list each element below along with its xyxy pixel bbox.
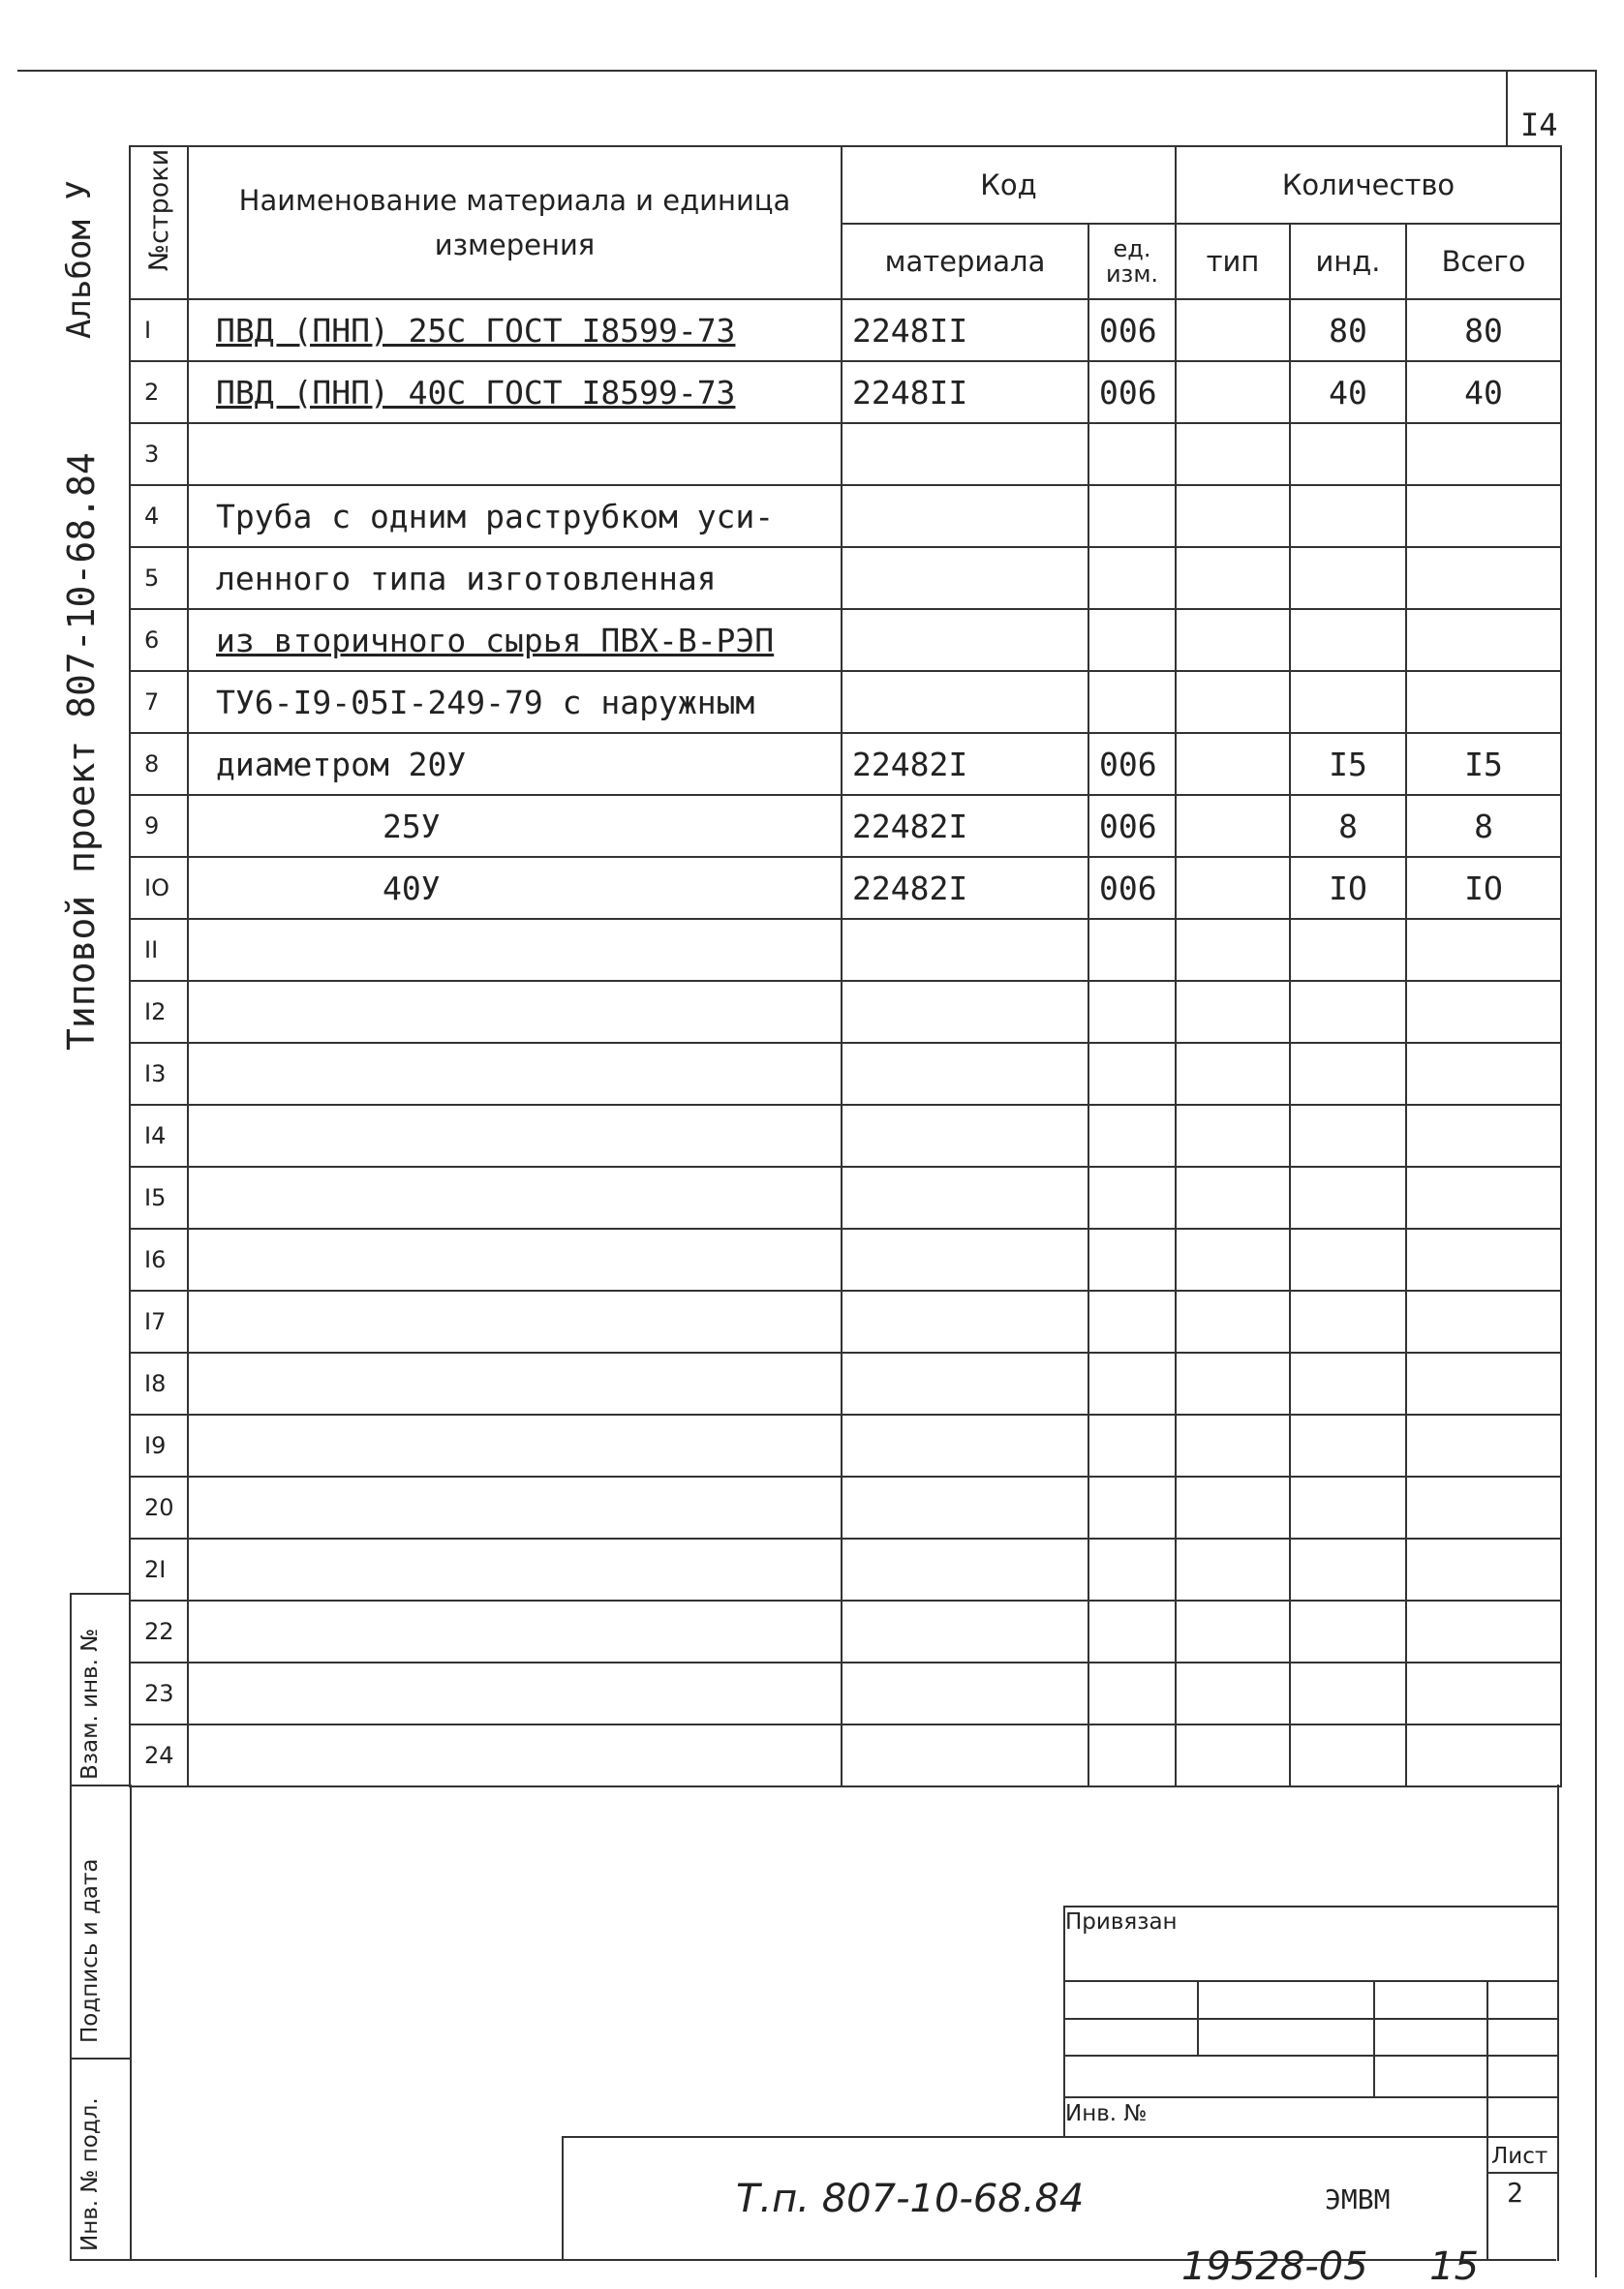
- top-border: [17, 70, 1596, 72]
- material-name: [188, 1539, 842, 1601]
- material-name: [188, 1724, 842, 1786]
- table-row: [130, 857, 1561, 919]
- side-stamp-top: [70, 1593, 130, 1595]
- qty-ind: [1290, 671, 1406, 733]
- table-row: [130, 1724, 1561, 1786]
- unit-code: [1088, 1477, 1176, 1539]
- table-row: [130, 671, 1561, 733]
- row-number: 7: [130, 671, 188, 733]
- qty-ind: [1290, 1477, 1406, 1539]
- material-name: 25У: [188, 795, 842, 857]
- row-number: I6: [130, 1229, 188, 1291]
- material-code: 22482I: [842, 857, 1088, 919]
- qty-total: 80: [1406, 299, 1561, 361]
- table-row: [130, 1291, 1561, 1353]
- qty-total: [1406, 1291, 1561, 1353]
- privyazan-col2: [1373, 1980, 1375, 2096]
- material-name: [188, 1601, 842, 1663]
- qty-type: [1176, 1477, 1290, 1539]
- qty-type: [1176, 1043, 1290, 1105]
- unit-code: [1088, 1601, 1176, 1663]
- qty-type: [1176, 733, 1290, 795]
- frame-left: [130, 1785, 132, 2261]
- qty-ind: [1290, 1539, 1406, 1601]
- qty-total: [1406, 1477, 1561, 1539]
- material-name: 40У: [188, 857, 842, 919]
- list-divider: [1486, 2172, 1557, 2174]
- row-number: I8: [130, 1353, 188, 1415]
- material-code: [842, 609, 1088, 671]
- qty-total: [1406, 1353, 1561, 1415]
- material-code: [842, 423, 1088, 485]
- row-number: 20: [130, 1477, 188, 1539]
- material-code: [842, 981, 1088, 1043]
- unit-code: [1088, 981, 1176, 1043]
- unit-code: [1088, 1415, 1176, 1477]
- quantity-header: Количество: [1176, 146, 1561, 224]
- code-unit-header: ед. изм.: [1088, 224, 1176, 299]
- qty-ind: [1290, 1043, 1406, 1105]
- row-number: I9: [130, 1415, 188, 1477]
- qty-ind: [1290, 1724, 1406, 1786]
- unit-code: 006: [1088, 361, 1176, 423]
- unit-code: [1088, 609, 1176, 671]
- table-row: [130, 1601, 1561, 1663]
- table-row: [130, 299, 1561, 361]
- row-number: I4: [130, 1105, 188, 1167]
- material-name: [188, 1353, 842, 1415]
- qty-type: [1176, 609, 1290, 671]
- row-number: 8: [130, 733, 188, 795]
- stamp-code: ЭМВМ: [1325, 2183, 1391, 2215]
- material-code: 2248II: [842, 299, 1088, 361]
- qty-type: [1176, 299, 1290, 361]
- sheet-corner-number: I4: [1520, 107, 1558, 143]
- qty-total: [1406, 981, 1561, 1043]
- qty-total: [1406, 1229, 1561, 1291]
- qty-ind: [1290, 423, 1406, 485]
- qty-total: [1406, 1105, 1561, 1167]
- material-code: [842, 919, 1088, 981]
- unit-code: [1088, 1229, 1176, 1291]
- qty-total: [1406, 1539, 1561, 1601]
- row-number: II: [130, 919, 188, 981]
- qty-ind-header: инд.: [1290, 224, 1406, 299]
- side-stamp-div1: [70, 1785, 130, 1786]
- qty-ind: [1290, 485, 1406, 547]
- qty-total: I5: [1406, 733, 1561, 795]
- unit-code: [1088, 1353, 1176, 1415]
- table-row: [130, 609, 1561, 671]
- material-code: [842, 1229, 1088, 1291]
- qty-type: [1176, 1105, 1290, 1167]
- table-row: [130, 919, 1561, 981]
- unit-code: [1088, 485, 1176, 547]
- qty-ind: [1290, 1105, 1406, 1167]
- spec-table: [129, 145, 1562, 1787]
- table-row: [130, 423, 1561, 485]
- material-code: [842, 1105, 1088, 1167]
- material-code: [842, 1601, 1088, 1663]
- material-code: [842, 1291, 1088, 1353]
- material-name: [188, 1663, 842, 1724]
- unit-code: [1088, 919, 1176, 981]
- table-row: [130, 1353, 1561, 1415]
- table-row: [130, 981, 1561, 1043]
- frame-right: [1557, 1785, 1559, 2261]
- privyazan-row4: [1063, 2096, 1557, 2098]
- qty-total: 8: [1406, 795, 1561, 857]
- qty-total: [1406, 1043, 1561, 1105]
- qty-total: [1406, 1601, 1561, 1663]
- qty-ind: 8: [1290, 795, 1406, 857]
- qty-type: [1176, 919, 1290, 981]
- row-number: 24: [130, 1724, 188, 1786]
- qty-ind: [1290, 1663, 1406, 1724]
- material-name: Труба с одним раструбком уси-: [188, 485, 842, 547]
- qty-total: IO: [1406, 857, 1561, 919]
- qty-ind: [1290, 1167, 1406, 1229]
- qty-type: [1176, 1415, 1290, 1477]
- table-row: [130, 1105, 1561, 1167]
- material-name: [188, 981, 842, 1043]
- corner-box-left: [1506, 70, 1508, 147]
- side-stamp-div2: [70, 2058, 130, 2060]
- material-code: 2248II: [842, 361, 1088, 423]
- material-code: [842, 485, 1088, 547]
- material-name: [188, 1105, 842, 1167]
- designation: Т.п. 807-10-68.84: [736, 2177, 1085, 2221]
- material-code: 22482I: [842, 733, 1088, 795]
- material-name: из вторичного сырья ПВХ-В-РЭП: [188, 609, 842, 671]
- qty-total: [1406, 485, 1561, 547]
- privyazan-top: [1063, 1906, 1557, 1908]
- unit-code: [1088, 1663, 1176, 1724]
- qty-total: [1406, 1167, 1561, 1229]
- podpis-data-label: Подпись и дата: [77, 1858, 103, 2043]
- row-number: I5: [130, 1167, 188, 1229]
- material-name: ТУ6-I9-05I-249-79 с наружным: [188, 671, 842, 733]
- privyazan-row3: [1063, 2055, 1557, 2057]
- material-name: [188, 919, 842, 981]
- table-row: [130, 361, 1561, 423]
- material-code: 22482I: [842, 795, 1088, 857]
- row-number: 3: [130, 423, 188, 485]
- qty-total: [1406, 609, 1561, 671]
- material-name: диаметром 20У: [188, 733, 842, 795]
- footer-numbers: 19528-05 15: [1181, 2244, 1480, 2289]
- unit-code: 006: [1088, 733, 1176, 795]
- qty-total: [1406, 671, 1561, 733]
- table-row: [130, 485, 1561, 547]
- side-stamp-left: [70, 1593, 72, 2261]
- table-row: [130, 1043, 1561, 1105]
- qty-type: [1176, 857, 1290, 919]
- code-header: Код: [842, 146, 1176, 224]
- material-code: [842, 1043, 1088, 1105]
- qty-type: [1176, 547, 1290, 609]
- row-number: 9: [130, 795, 188, 857]
- material-code: [842, 1663, 1088, 1724]
- vzam-inv-label: Взам. инв. №: [77, 1628, 103, 1780]
- material-code: [842, 1539, 1088, 1601]
- qty-type-header: тип: [1176, 224, 1290, 299]
- unit-code: 006: [1088, 299, 1176, 361]
- qty-total: [1406, 919, 1561, 981]
- code-material-header: материала: [842, 224, 1088, 299]
- qty-ind: IO: [1290, 857, 1406, 919]
- qty-ind: [1290, 609, 1406, 671]
- table-row: [130, 1229, 1561, 1291]
- title-block-left: [562, 2136, 564, 2260]
- list-label: Лист: [1491, 2144, 1548, 2169]
- table-row: [130, 733, 1561, 795]
- row-number: 23: [130, 1663, 188, 1724]
- page-right-border: [1595, 70, 1597, 2277]
- unit-code: [1088, 1167, 1176, 1229]
- row-number: I7: [130, 1291, 188, 1353]
- qty-ind: [1290, 1415, 1406, 1477]
- qty-type: [1176, 1539, 1290, 1601]
- qty-total-header: Всего: [1406, 224, 1561, 299]
- album-label: Альбом У: [60, 180, 99, 339]
- table-row: [130, 1167, 1561, 1229]
- unit-code: [1088, 547, 1176, 609]
- qty-type: [1176, 981, 1290, 1043]
- privyazan-row1: [1063, 1980, 1557, 1982]
- qty-type: [1176, 1353, 1290, 1415]
- qty-ind: [1290, 1353, 1406, 1415]
- qty-total: [1406, 547, 1561, 609]
- qty-ind: 80: [1290, 299, 1406, 361]
- table-row: [130, 1663, 1561, 1724]
- unit-code: [1088, 1291, 1176, 1353]
- qty-type: [1176, 423, 1290, 485]
- qty-ind: [1290, 919, 1406, 981]
- row-number: IO: [130, 857, 188, 919]
- unit-code: [1088, 423, 1176, 485]
- qty-total: [1406, 1724, 1561, 1786]
- material-code: [842, 1353, 1088, 1415]
- row-no-header: №строки: [130, 146, 188, 299]
- qty-total: [1406, 1415, 1561, 1477]
- qty-ind: [1290, 1229, 1406, 1291]
- material-name: [188, 1229, 842, 1291]
- material-code: [842, 671, 1088, 733]
- material-name: [188, 1043, 842, 1105]
- qty-total: [1406, 423, 1561, 485]
- inv-no-label: Инв. №: [1065, 2101, 1148, 2126]
- unit-code: 006: [1088, 795, 1176, 857]
- material-code: [842, 1477, 1088, 1539]
- title-block-top: [562, 2136, 1557, 2138]
- list-value: 2: [1507, 2177, 1523, 2209]
- table-row: [130, 1477, 1561, 1539]
- table-row: [130, 795, 1561, 857]
- table-row: [130, 1415, 1561, 1477]
- row-number: 22: [130, 1601, 188, 1663]
- qty-ind: 40: [1290, 361, 1406, 423]
- material-name: ПВД (ПНП) 25С ГОСТ I8599-73: [188, 299, 842, 361]
- qty-type: [1176, 1724, 1290, 1786]
- privyazan-row2: [1063, 2018, 1557, 2020]
- qty-type: [1176, 485, 1290, 547]
- qty-total: [1406, 1663, 1561, 1724]
- project-label: Типовой проект 807-10-68.84: [60, 452, 103, 1051]
- row-number: I3: [130, 1043, 188, 1105]
- material-code: [842, 1724, 1088, 1786]
- qty-ind: [1290, 1291, 1406, 1353]
- privyazan-col1: [1197, 1980, 1199, 2055]
- qty-type: [1176, 1663, 1290, 1724]
- table-row: [130, 547, 1561, 609]
- qty-ind: [1290, 981, 1406, 1043]
- name-header: Наименование материала и единица измерения: [188, 146, 842, 299]
- material-name: [188, 423, 842, 485]
- qty-type: [1176, 361, 1290, 423]
- material-name: ленного типа изготовленная: [188, 547, 842, 609]
- qty-type: [1176, 1601, 1290, 1663]
- row-number: 2I: [130, 1539, 188, 1601]
- row-number: I2: [130, 981, 188, 1043]
- unit-code: [1088, 1043, 1176, 1105]
- unit-code: [1088, 1539, 1176, 1601]
- material-name: [188, 1167, 842, 1229]
- unit-code: 006: [1088, 857, 1176, 919]
- material-name: ПВД (ПНП) 40С ГОСТ I8599-73: [188, 361, 842, 423]
- row-number: 6: [130, 609, 188, 671]
- qty-type: [1176, 671, 1290, 733]
- qty-type: [1176, 1167, 1290, 1229]
- row-number: I: [130, 299, 188, 361]
- row-number: 5: [130, 547, 188, 609]
- row-number: 4: [130, 485, 188, 547]
- material-code: [842, 547, 1088, 609]
- inv-podl-label: Инв. № подл.: [77, 2097, 103, 2251]
- privyazan-col3: [1486, 1980, 1488, 2259]
- unit-code: [1088, 1724, 1176, 1786]
- unit-code: [1088, 1105, 1176, 1167]
- qty-total: 40: [1406, 361, 1561, 423]
- material-name: [188, 1477, 842, 1539]
- table-row: [130, 1539, 1561, 1601]
- qty-ind: [1290, 547, 1406, 609]
- qty-type: [1176, 1229, 1290, 1291]
- material-name: [188, 1415, 842, 1477]
- privyazan-label: Привязан: [1065, 1909, 1178, 1935]
- row-number: 2: [130, 361, 188, 423]
- qty-ind: I5: [1290, 733, 1406, 795]
- material-code: [842, 1415, 1088, 1477]
- qty-type: [1176, 795, 1290, 857]
- material-name: [188, 1291, 842, 1353]
- unit-code: [1088, 671, 1176, 733]
- qty-type: [1176, 1291, 1290, 1353]
- material-code: [842, 1167, 1088, 1229]
- qty-ind: [1290, 1601, 1406, 1663]
